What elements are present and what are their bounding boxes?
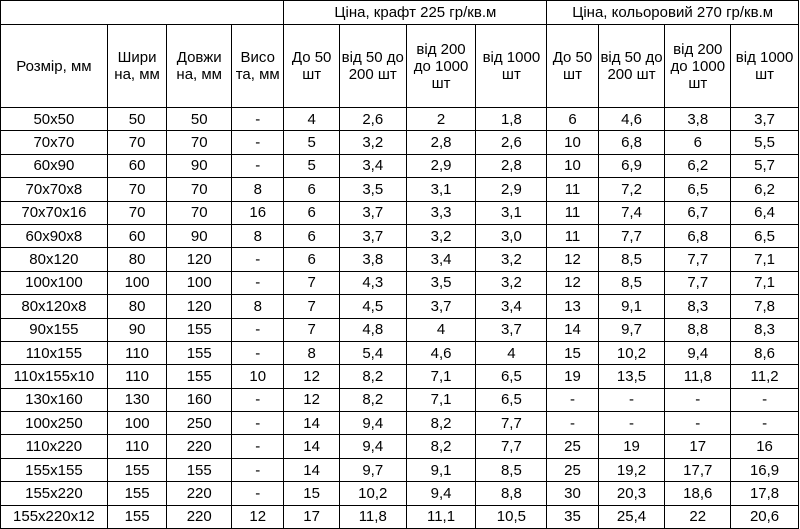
cell-kraft-tier-1: 6 [284,178,339,201]
cell-color-tier-4: - [731,412,799,435]
header-color-tier-4: від 1000 шт [731,25,799,108]
table-row [1,318,799,341]
cell-color-tier-1: 25 [547,435,598,458]
cell-size: 100x250 [1,412,108,435]
cell-width: 110 [107,365,167,388]
cell-color-tier-2: 8,5 [598,248,665,271]
table-row [1,201,799,224]
cell-kraft-tier-3: 8,2 [406,435,476,458]
cell-kraft-tier-3: 8,2 [406,412,476,435]
cell-color-tier-4: 17,8 [731,482,799,505]
cell-kraft-tier-3: 9,1 [406,458,476,481]
cell-kraft-tier-4: 7,7 [476,435,547,458]
cell-size: 60x90 [1,154,108,177]
cell-kraft-tier-3: 2,8 [406,131,476,154]
cell-color-tier-2: 6,9 [598,154,665,177]
header-color-tier-2: від 50 до 200 шт [598,25,665,108]
cell-color-tier-2: 20,3 [598,482,665,505]
cell-size: 60x90x8 [1,224,108,247]
table-row [1,131,799,154]
cell-kraft-tier-1: 8 [284,341,339,364]
cell-color-tier-1: 15 [547,341,598,364]
cell-kraft-tier-1: 6 [284,224,339,247]
cell-length: 100 [167,271,232,294]
cell-color-tier-3: 6,2 [665,154,731,177]
cell-kraft-tier-4: 3,2 [476,271,547,294]
cell-height: - [232,108,284,131]
cell-size: 50x50 [1,108,108,131]
cell-height: 8 [232,295,284,318]
cell-size: 130x160 [1,388,108,411]
cell-length: 70 [167,178,232,201]
cell-height: 10 [232,365,284,388]
cell-kraft-tier-4: 3,7 [476,318,547,341]
cell-length: 70 [167,201,232,224]
cell-color-tier-2: 7,4 [598,201,665,224]
cell-kraft-tier-4: 8,8 [476,482,547,505]
cell-kraft-tier-2: 9,4 [339,435,406,458]
table-row [1,295,799,318]
cell-color-tier-3: 6,7 [665,201,731,224]
cell-kraft-tier-2: 4,5 [339,295,406,318]
cell-kraft-tier-2: 11,8 [339,505,406,528]
cell-kraft-tier-1: 5 [284,131,339,154]
cell-kraft-tier-3: 3,2 [406,224,476,247]
cell-kraft-tier-1: 15 [284,482,339,505]
cell-kraft-tier-4: 3,0 [476,224,547,247]
cell-color-tier-1: 6 [547,108,598,131]
cell-size: 110x220 [1,435,108,458]
cell-size: 80x120x8 [1,295,108,318]
cell-width: 60 [107,154,167,177]
cell-kraft-tier-3: 11,1 [406,505,476,528]
cell-color-tier-3: 11,8 [665,365,731,388]
table-row [1,435,799,458]
cell-size: 70x70 [1,131,108,154]
cell-length: 155 [167,318,232,341]
header-kraft-tier-3: від 200 до 1000 шт [406,25,476,108]
table-row [1,341,799,364]
cell-height: - [232,154,284,177]
cell-color-tier-4: 5,5 [731,131,799,154]
cell-color-tier-4: 16,9 [731,458,799,481]
cell-height: 16 [232,201,284,224]
cell-color-tier-1: 11 [547,178,598,201]
cell-color-tier-2: 8,5 [598,271,665,294]
header-group-row [1,1,799,25]
cell-length: 155 [167,365,232,388]
cell-width: 110 [107,435,167,458]
cell-kraft-tier-2: 10,2 [339,482,406,505]
cell-width: 70 [107,201,167,224]
cell-kraft-tier-4: 6,5 [476,365,547,388]
cell-color-tier-2: 9,1 [598,295,665,318]
cell-kraft-tier-1: 7 [284,271,339,294]
cell-kraft-tier-1: 7 [284,295,339,318]
table-header [1,1,799,108]
cell-color-tier-3: - [665,388,731,411]
header-size: Розмір, мм [1,25,108,108]
cell-color-tier-3: - [665,412,731,435]
cell-color-tier-3: 7,7 [665,248,731,271]
cell-color-tier-4: 7,1 [731,271,799,294]
cell-color-tier-2: 6,8 [598,131,665,154]
cell-kraft-tier-1: 5 [284,154,339,177]
cell-color-tier-4: 8,3 [731,318,799,341]
cell-color-tier-3: 9,4 [665,341,731,364]
cell-color-tier-4: 3,7 [731,108,799,131]
cell-length: 50 [167,108,232,131]
cell-color-tier-1: 14 [547,318,598,341]
cell-length: 120 [167,248,232,271]
cell-kraft-tier-4: 10,5 [476,505,547,528]
cell-kraft-tier-4: 3,2 [476,248,547,271]
cell-kraft-tier-4: 2,6 [476,131,547,154]
table-row [1,154,799,177]
cell-size: 80x120 [1,248,108,271]
cell-kraft-tier-2: 9,7 [339,458,406,481]
header-width: Шири на, мм [107,25,167,108]
cell-color-tier-2: - [598,412,665,435]
cell-width: 90 [107,318,167,341]
cell-color-tier-2: 13,5 [598,365,665,388]
cell-kraft-tier-1: 14 [284,412,339,435]
cell-color-tier-3: 6,8 [665,224,731,247]
cell-height: 8 [232,178,284,201]
cell-height: - [232,458,284,481]
header-color-tier-1: До 50 шт [547,25,598,108]
cell-kraft-tier-2: 8,2 [339,365,406,388]
cell-width: 110 [107,341,167,364]
cell-color-tier-1: 10 [547,154,598,177]
cell-length: 160 [167,388,232,411]
cell-kraft-tier-4: 3,1 [476,201,547,224]
cell-size: 70x70x8 [1,178,108,201]
cell-kraft-tier-4: 6,5 [476,388,547,411]
cell-color-tier-2: 19,2 [598,458,665,481]
cell-color-tier-1: 11 [547,224,598,247]
table-row [1,248,799,271]
cell-width: 60 [107,224,167,247]
cell-kraft-tier-4: 8,5 [476,458,547,481]
cell-kraft-tier-3: 2 [406,108,476,131]
cell-size: 70x70x16 [1,201,108,224]
table-row [1,224,799,247]
table-row [1,365,799,388]
cell-kraft-tier-2: 4,8 [339,318,406,341]
cell-color-tier-2: 9,7 [598,318,665,341]
cell-color-tier-3: 18,6 [665,482,731,505]
cell-kraft-tier-2: 3,7 [339,224,406,247]
cell-color-tier-4: 5,7 [731,154,799,177]
cell-width: 70 [107,178,167,201]
cell-kraft-tier-2: 2,6 [339,108,406,131]
cell-size: 155x155 [1,458,108,481]
cell-kraft-tier-3: 4 [406,318,476,341]
cell-kraft-tier-3: 4,6 [406,341,476,364]
cell-kraft-tier-2: 3,7 [339,201,406,224]
cell-kraft-tier-4: 2,8 [476,154,547,177]
cell-color-tier-1: 12 [547,271,598,294]
cell-length: 70 [167,131,232,154]
header-kraft-tier-2: від 50 до 200 шт [339,25,406,108]
cell-height: 12 [232,505,284,528]
table-row [1,388,799,411]
cell-kraft-tier-2: 4,3 [339,271,406,294]
cell-color-tier-1: 12 [547,248,598,271]
header-group-color: Ціна, кольоровий 270 гр/кв.м [547,1,799,25]
cell-height: - [232,131,284,154]
cell-width: 80 [107,295,167,318]
cell-width: 130 [107,388,167,411]
cell-kraft-tier-4: 2,9 [476,178,547,201]
header-sub-row [1,25,799,108]
cell-color-tier-4: 7,1 [731,248,799,271]
cell-color-tier-2: 25,4 [598,505,665,528]
cell-height: - [232,388,284,411]
cell-width: 100 [107,412,167,435]
table-row [1,412,799,435]
cell-kraft-tier-3: 7,1 [406,365,476,388]
cell-kraft-tier-1: 7 [284,318,339,341]
cell-color-tier-3: 17,7 [665,458,731,481]
cell-size: 100x100 [1,271,108,294]
cell-length: 220 [167,505,232,528]
cell-kraft-tier-3: 2,9 [406,154,476,177]
header-length: Довжи на, мм [167,25,232,108]
cell-color-tier-1: 30 [547,482,598,505]
cell-height: - [232,482,284,505]
cell-color-tier-4: 8,6 [731,341,799,364]
cell-width: 70 [107,131,167,154]
cell-width: 50 [107,108,167,131]
cell-color-tier-2: - [598,388,665,411]
cell-height: - [232,248,284,271]
cell-color-tier-2: 10,2 [598,341,665,364]
cell-height: - [232,412,284,435]
cell-kraft-tier-4: 7,7 [476,412,547,435]
cell-length: 250 [167,412,232,435]
cell-color-tier-3: 7,7 [665,271,731,294]
cell-kraft-tier-2: 9,4 [339,412,406,435]
cell-color-tier-1: 13 [547,295,598,318]
cell-height: 8 [232,224,284,247]
cell-color-tier-4: 6,4 [731,201,799,224]
cell-color-tier-3: 8,3 [665,295,731,318]
cell-kraft-tier-2: 3,5 [339,178,406,201]
cell-color-tier-4: 6,5 [731,224,799,247]
cell-kraft-tier-3: 7,1 [406,388,476,411]
cell-color-tier-4: - [731,388,799,411]
cell-height: - [232,271,284,294]
cell-width: 80 [107,248,167,271]
cell-color-tier-1: 25 [547,458,598,481]
table-row [1,505,799,528]
header-kraft-tier-4: від 1000 шт [476,25,547,108]
table-row [1,458,799,481]
cell-kraft-tier-1: 4 [284,108,339,131]
cell-color-tier-3: 3,8 [665,108,731,131]
cell-color-tier-4: 6,2 [731,178,799,201]
cell-kraft-tier-1: 14 [284,435,339,458]
cell-kraft-tier-3: 3,5 [406,271,476,294]
cell-height: - [232,435,284,458]
cell-length: 155 [167,458,232,481]
cell-length: 90 [167,224,232,247]
cell-length: 90 [167,154,232,177]
header-group-kraft: Ціна, крафт 225 гр/кв.м [284,1,547,25]
cell-color-tier-3: 22 [665,505,731,528]
cell-kraft-tier-1: 6 [284,201,339,224]
cell-kraft-tier-3: 3,7 [406,295,476,318]
cell-color-tier-1: 11 [547,201,598,224]
cell-color-tier-1: - [547,412,598,435]
table-row [1,271,799,294]
header-kraft-tier-1: До 50 шт [284,25,339,108]
cell-length: 120 [167,295,232,318]
table-row [1,178,799,201]
cell-size: 110x155x10 [1,365,108,388]
cell-length: 155 [167,341,232,364]
cell-color-tier-3: 8,8 [665,318,731,341]
cell-kraft-tier-2: 3,2 [339,131,406,154]
table-body [1,108,799,529]
cell-height: - [232,318,284,341]
cell-size: 155x220x12 [1,505,108,528]
cell-kraft-tier-4: 4 [476,341,547,364]
cell-width: 100 [107,271,167,294]
cell-color-tier-3: 17 [665,435,731,458]
cell-color-tier-1: 35 [547,505,598,528]
cell-size: 90x155 [1,318,108,341]
cell-color-tier-4: 20,6 [731,505,799,528]
cell-color-tier-2: 7,7 [598,224,665,247]
cell-kraft-tier-4: 3,4 [476,295,547,318]
header-blank-cell [1,1,284,25]
cell-kraft-tier-1: 6 [284,248,339,271]
cell-kraft-tier-1: 14 [284,458,339,481]
cell-kraft-tier-1: 12 [284,365,339,388]
cell-color-tier-3: 6,5 [665,178,731,201]
cell-color-tier-2: 4,6 [598,108,665,131]
cell-length: 220 [167,482,232,505]
table-row [1,482,799,505]
cell-kraft-tier-2: 3,4 [339,154,406,177]
cell-length: 220 [167,435,232,458]
cell-kraft-tier-3: 3,1 [406,178,476,201]
cell-kraft-tier-4: 1,8 [476,108,547,131]
cell-width: 155 [107,482,167,505]
cell-width: 155 [107,505,167,528]
cell-size: 155x220 [1,482,108,505]
cell-kraft-tier-3: 9,4 [406,482,476,505]
cell-kraft-tier-2: 8,2 [339,388,406,411]
cell-color-tier-1: - [547,388,598,411]
cell-kraft-tier-1: 17 [284,505,339,528]
cell-color-tier-4: 11,2 [731,365,799,388]
table-row [1,108,799,131]
cell-color-tier-1: 19 [547,365,598,388]
cell-kraft-tier-3: 3,3 [406,201,476,224]
cell-kraft-tier-1: 12 [284,388,339,411]
header-color-tier-3: від 200 до 1000 шт [665,25,731,108]
cell-height: - [232,341,284,364]
header-height: Висо та, мм [232,25,284,108]
cell-size: 110x155 [1,341,108,364]
cell-color-tier-1: 10 [547,131,598,154]
cell-width: 155 [107,458,167,481]
cell-kraft-tier-2: 5,4 [339,341,406,364]
cell-kraft-tier-2: 3,8 [339,248,406,271]
cell-color-tier-4: 16 [731,435,799,458]
cell-color-tier-3: 6 [665,131,731,154]
cell-color-tier-4: 7,8 [731,295,799,318]
cell-color-tier-2: 19 [598,435,665,458]
cell-kraft-tier-3: 3,4 [406,248,476,271]
cell-color-tier-2: 7,2 [598,178,665,201]
